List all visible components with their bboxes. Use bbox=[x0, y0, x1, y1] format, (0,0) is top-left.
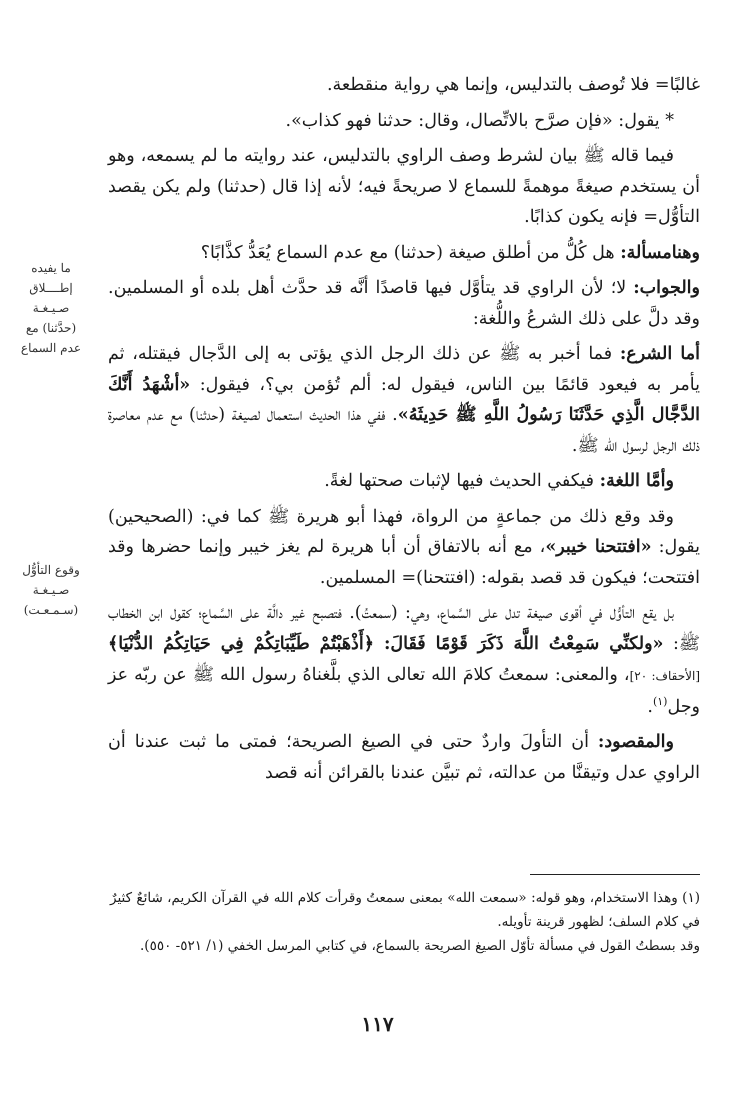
shar-text-2: . ففي هذا الحديث استعمال لصيغة (حدثنا) مع عدم معاصرة ذلك الرجل لرسول الله ﷺ. bbox=[108, 405, 700, 456]
lugha-text: فيكفي الحديث فيها لإثبات صحتها لغةً. bbox=[324, 471, 600, 491]
footnotes bbox=[110, 886, 700, 958]
paragraph-2: * يقول: «فإن صرَّح بالاتِّصال، وقال: حدثنا فهو كذاب». bbox=[285, 110, 674, 131]
footnote-marker: (١) bbox=[652, 694, 668, 708]
conclusion-heading: والمقصود: bbox=[597, 732, 674, 752]
question-text: هل كُلُّ من أطلق صيغة (حدثنا) مع عدم السماع يُعَدُّ كذَّابًا؟ bbox=[200, 242, 621, 263]
samitu-text-1: بل يقع التأوُّل في أقوى صيغة تدل على السَّماع، وهي: (سمعتُ). فتصبح غير دالَّة على السَّماع؛ كقول ابن الخطاب ﷺ: bbox=[108, 603, 700, 654]
paragraph-1: غالبًا= فلا تُوصف بالتدليس، وإنما هي رواية منقطعة. bbox=[326, 75, 700, 95]
khaybar-text-1: وقد وقع ذلك من جماعةٍ من الرواة، فهذا أبو هريرة ﷺ كما في: (الصحيحين) يقول: bbox=[108, 506, 700, 557]
quran-reference: [الأحقاف: ٢٠] bbox=[629, 669, 700, 683]
umar-quote: «ولكنِّي سَمِعْتُ اللَّهَ ذَكَرَ قَوْمًا فَقَالَ: ﴿أَذْهَبْتُمْ طَيِّبَاتِكُمْ فِي حَيَاتِكُمُ الدُّنْيَا﴾ bbox=[108, 633, 664, 654]
page-number: ١١٧ bbox=[361, 1012, 394, 1036]
paragraph-khaybar bbox=[108, 502, 700, 594]
conclusion-text: أن التأولَ واردٌ حتى في الصيغ الصريحة؛ فمتى ما ثبت عندنا أن الراوي عدل وتيقنَّا من عدالته، ثم تبيَّن عندنا بالقرائن أنه قصد bbox=[108, 732, 700, 783]
answer-text: لا؛ لأن الراوي قد يتأوَّل فيها قاصدًا أنَّه قد حدَّث أهل بلده أو المسلمين. وقد دلَّ على ذلك الشرعُ واللُّغة: bbox=[108, 278, 700, 329]
samitu-end: . bbox=[647, 696, 653, 717]
paragraph-samitu bbox=[108, 598, 700, 722]
margin-note-2: وقوع التأوُّل صـيـغـة (سـمـعـت) bbox=[22, 563, 80, 617]
paragraph-question bbox=[108, 238, 700, 269]
footnote-separator bbox=[530, 874, 700, 875]
margin-note-1: ما يفيده إطــــلاق صـيـغـة (حدَّثنا) مع عدم السماع bbox=[20, 261, 82, 355]
paragraph-shar bbox=[108, 339, 700, 461]
paragraph-lugha bbox=[108, 466, 700, 497]
samitu-text-2: ، والمعنى: سمعتُ كلامَ الله تعالى الذي بلَّغناهُ رسول الله ﷺ عن ربّه عز وجل bbox=[108, 665, 700, 717]
footnote-1: (١) وهذا الاستخدام، وهو قوله: «سمعت الله» بمعنى سمعتُ وقرأت كلام الله في القرآن الكريم، شائعٌ كثيرٌ في كلام السلف؛ لظهور قرينة تأويله. bbox=[110, 890, 700, 930]
hadith-quote: «أشْهَدُ أَنَّكَ الدَّجَّال الَّذِي حَدَّثَنَا رَسُولُ اللَّهِ ﷺ حَدِيثَهُ» bbox=[108, 374, 701, 425]
footnote-2: وقد بسطتُ القول في مسألة تأوّل الصيغ الصريحة بالسماع، في كتابي المرسل الخفي (١/ ٥٢١- ٥٥٠). bbox=[140, 938, 700, 954]
paragraph-3: فيما قاله ﷺ بيان لشرط وصف الراوي بالتدليس، عند روايته ما لم يسمعه، وهو أن يستخدم صيغةً موهمةً للسماع لا صريحةً فيه؛ لأنه إذا قال (حدثنا) ولم يكن يقصد التأوُّل= فإنه يكون كذابًا. bbox=[108, 146, 700, 227]
shar-text-1: فما أخبر به ﷺ عن ذلك الرجل الذي يؤتى به إلى الدَّجال فيقتله، ثم يأمر به فيعود قائمًا بين الناس، فيقول له: ألم تُؤمن بي؟، فيقول: bbox=[108, 344, 700, 395]
paragraph-conclusion bbox=[108, 727, 700, 788]
question-heading: وهنامسألة: bbox=[620, 242, 700, 263]
lugha-heading: وأمَّا اللغة: bbox=[599, 471, 674, 491]
paragraph-answer bbox=[108, 273, 700, 334]
main-text bbox=[108, 70, 700, 793]
shar-heading: أما الشرع: bbox=[619, 344, 700, 364]
answer-heading: والجواب: bbox=[633, 278, 700, 298]
khaybar-quote: «افتتحنا خيبر» bbox=[545, 537, 652, 557]
khaybar-text-2: ، مع أنه بالاتفاق أن أبا هريرة لم يغز خيبر وإنما حضرها وقد افتتحت؛ فيكون قد قصد بقوله: (افتتحنا)= المسلمين. bbox=[108, 537, 700, 588]
